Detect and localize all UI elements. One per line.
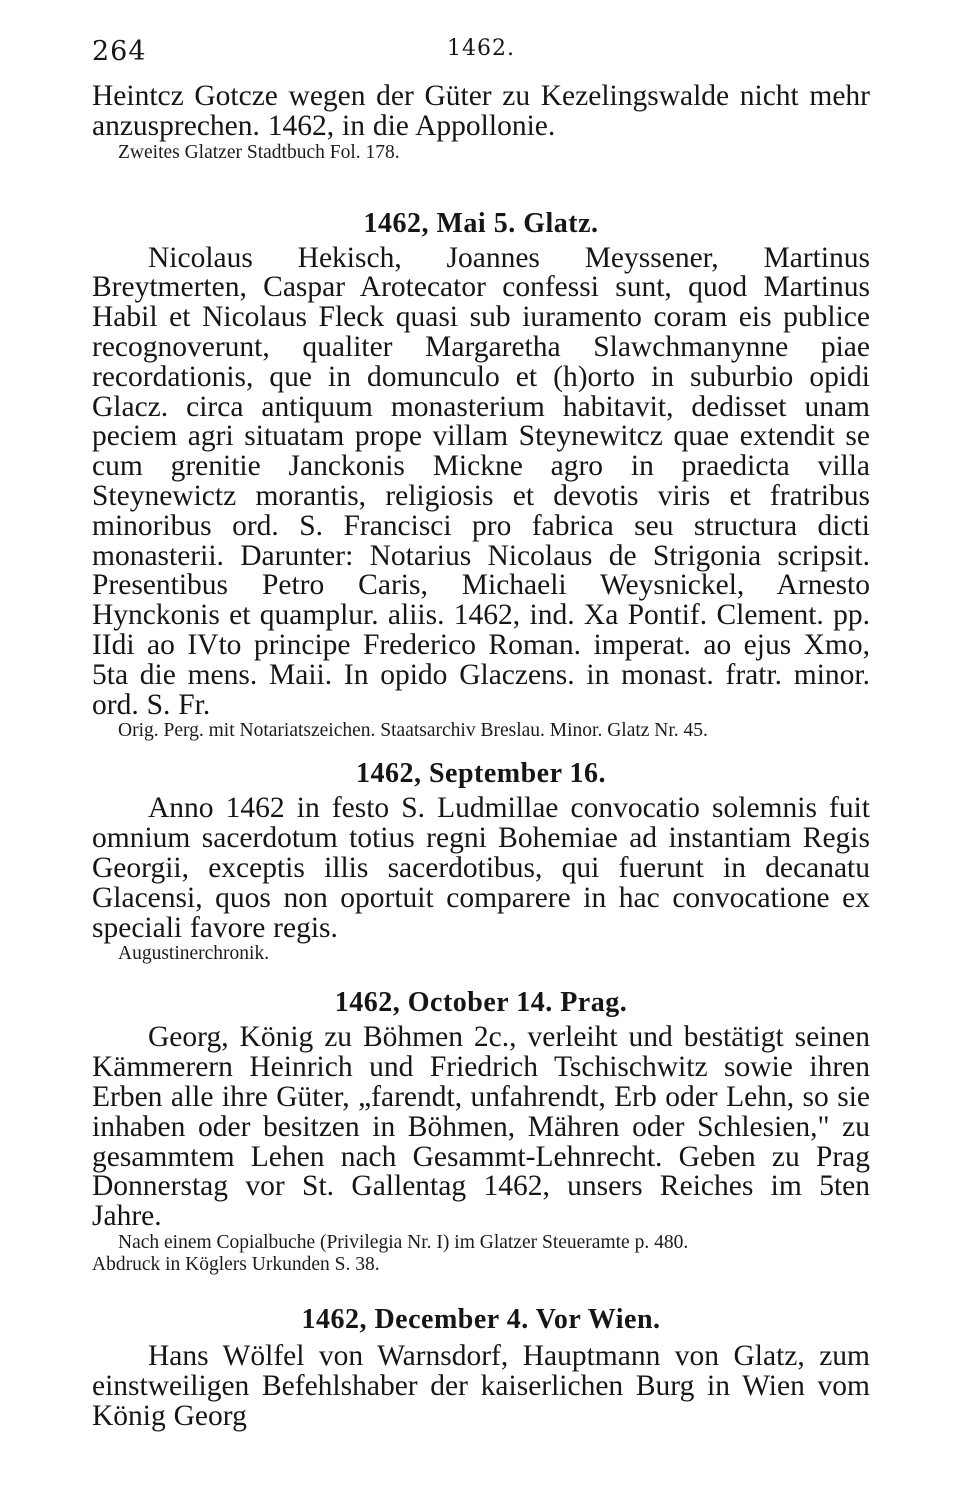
entry-heading: 1462, October 14. Prag. [334,987,628,1019]
entry-heading: 1462, December 4. Vor Wien. [301,1303,661,1335]
page-header [92,30,870,80]
entry-1462-september-16 [92,754,870,965]
entry-continuation [92,82,870,164]
entry-paragraph: Heintcz Gotcze wegen der Güter zu Kezelingswalde nicht mehr anzusprechen. 1462, in die Appollonie. [92,80,870,142]
entry-heading: 1462, Mai 5. Glatz. [363,207,599,239]
source-note: Augustinerchronik. [118,943,270,965]
page-number: 264 [92,36,147,67]
entry-paragraph: Nicolaus Hekisch, Joannes Meyssener, Martinus Breytmerten, Caspar Arotecator confessi sunt, quod Martinus Habil et Nicolaus Fleck quasi sub iuramento coram eis publice recognoverunt, qualiter Margaretha Slawchmanynne piae recordationis, que in domunculo et (h)orto in suburbio opidi Glacz. circa antiquum monasterium habitavit, dedisset unam peciem agri situatam prope villam Steynewitcz quae extendit se cum grenitie Janckonis Mickne agro in praedicta villa Steynewictz morantis, religiosis et devotis viris et fratribus minoribus ord. S. Francisci pro fabrica seu structura dicti monasterii. Darunter: Notarius Nicolaus de Strigonia scripsit. Presentibus Petro Caris, Michaeli Weysnickel, Arnesto Hynckonis et quamplur. aliis. 1462, ind. Xa Pontif. Clement. pp. IIdi ao IVto principe Frederico Roman. imperat. ao ejus Xmo, 5ta die mens. Maii. In opido Glaczens. in monast. fratr. minor. ord. S. Fr. [92,241,870,721]
source-note: Abdruck in Köglers Urkunden S. 38. [92,1253,380,1275]
entry-heading: 1462, September 16. [355,758,607,790]
entry-paragraph: Anno 1462 in festo S. Ludmillae convocatio solemnis fuit omnium sacerdotum totius regni Bohemiae ad instantiam Regis Georgii, exceptis illis sacerdotibus, qui fuerunt in decanatu Glacensi, quos non oportuit comparere in hac convocatione ex speciali favore regis. [92,792,870,944]
entry-1462-december-4 [92,1298,870,1431]
entry-1462-mai-5 [92,204,870,743]
entry-1462-october-14 [92,983,870,1276]
running-head: 1462. [447,36,515,61]
source-note: Zweites Glatzer Stadtbuch Fol. 178. [118,141,400,163]
source-note: Orig. Perg. mit Notariatszeichen. Staatsarchiv Breslau. Minor. Glatz Nr. 45. [118,720,708,742]
entry-paragraph: Hans Wölfel von Warnsdorf, Hauptmann von Glatz, zum einstweiligen Befehlshaber der kaiserlichen Burg in Wien vom König Georg [92,1339,870,1432]
source-note: Nach einem Copialbuche (Privilegia Nr. I) im Glatzer Steueramte p. 480. [118,1231,689,1253]
entry-paragraph: Georg, König zu Böhmen 2c., verleiht und bestätigt seinen Kämmerern Heinrich und Friedrich Tschischwitz sowie ihren Erben alle ihre Güter, „farendt, unfahrendt, Erb oder Lehn, so sie inhaben oder besitzen in Böhmen, Mähren oder Schlesien," zu gesammtem Lehen nach Gesammt-Lehnrecht. Geben zu Prag Donnerstag vor St. Gallentag 1462, unsers Reiches im 5ten Jahre. [92,1021,870,1233]
